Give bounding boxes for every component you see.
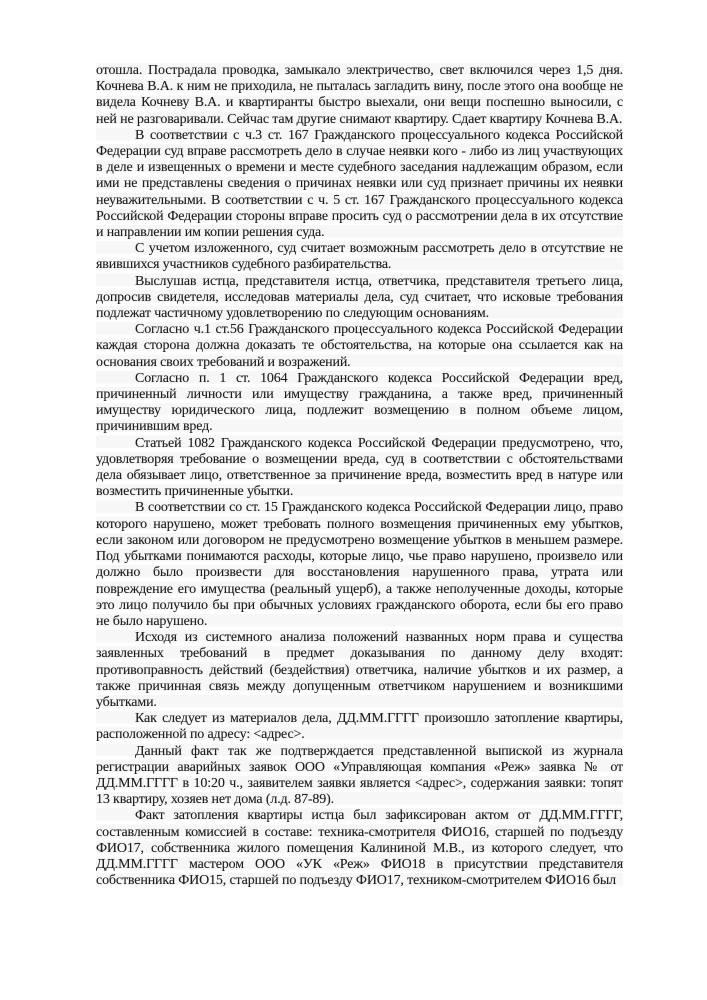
paragraph: Статьей 1082 Гражданского кодекса Российской Федерации предусмотрено, что, удовлетворяя требование о возмещении вреда, суд в соответствии с обстоятельствами дела обязывает лицо, ответственное за причинение вреда, возместить вред в натуре или возместить причиненные убытки. xyxy=(96,435,623,500)
paragraph: Согласно ч.1 ст.56 Гражданского процессуального кодекса Российской Федерации каждая сторона должна доказать те обстоятельства, на которые она ссылается как на основания своих требований и возражений. xyxy=(96,322,623,370)
paragraph: Как следует из материалов дела, ДД.ММ.ГГГГ произошло затопление квартиры, расположенной по адресу: <адрес>. xyxy=(96,711,623,743)
paragraph: Согласно п. 1 ст. 1064 Гражданского кодекса Российской Федерации вред, причиненный личности или имуществу гражданина, а также вред, причиненный имуществу юридического лица, подлежит возмещению в полном объеме лицом, причинившим вред. xyxy=(96,370,623,435)
paragraph: отошла. Пострадала проводка, замыкало электричество, свет включился через 1,5 дня. Кочнева В.А. к ним не приходила, не пыталась загладить вину, после этого она вообще не видела Кочневу В.А. и квартиранты быстро выехали, они вещи поспешно выносили, с ней не разговаривали. Сейчас там другие снимают квартиру. Сдает квартиру Кочнева В.А. xyxy=(96,63,623,127)
paragraph: Исходя из системного анализа положений названных норм права и существа заявленных требований в предмет доказывания по данному делу входят: противоправность действий (бездействия) ответчика, наличие убытков и их размер, а также причинная связь между допущенным ответчиком нарушением и возникшими убытками. xyxy=(96,630,623,710)
document-text xyxy=(96,63,623,889)
paragraph: В соответствии со ст. 15 Гражданского кодекса Российской Федерации лицо, право которого нарушено, может требовать полного возмещения причиненных ему убытков, если законом или договором не предусмотрено возмещение убытков в меньшем размере. Под убытками понимаются расходы, которые лицо, чье право нарушено, произвело или должно было произвести для восстановления нарушенного права, утрата или повреждение его имущества (реальный ущерб), а также неполученные доходы, которые это лицо получило бы при обычных условиях гражданского оборота, если бы его право не было нарушено. xyxy=(96,500,623,629)
paragraph: Факт затопления квартиры истца был зафиксирован актом от ДД.ММ.ГГГГ, составленным комиссией в составе: техника-смотрителя ФИО16, старшей по подъезду ФИО17, собственника жилого помещения Калининой М.В., из которого следует, что ДД.ММ.ГГГГ мастером ООО «УК «Реж» ФИО18 в присутствии представителя собственника ФИО15, старшей по подъезду ФИО17, техником-смотрителем ФИО16 был xyxy=(96,808,623,889)
paragraph: Выслушав истца, представителя истца, ответчика, представителя третьего лица, допросив свидетеля, исследовав материалы дела, суд считает, что исковые требования подлежат частичному удовлетворению по следующим основаниям. xyxy=(96,273,623,322)
paragraph: В соответствии с ч.3 ст. 167 Гражданского процессуального кодекса Российской Федерации суд вправе рассмотреть дело в случае неявки кого - либо из лиц участвующих в деле и извещенных о времени и месте судебного заседания надлежащим образом, если ими не представлены сведения о причинах неявки или суд признает причины их неявки неуважительными. В соответствии с ч. 5 ст. 167 Гражданского процессуального кодекса Российской Федерации стороны вправе просить суд о рассмотрении дела в их отсутствие и направлении им копии решения суда. xyxy=(96,127,623,241)
paragraph: Данный факт так же подтверждается представленной выпиской из журнала регистрации аварийных заявок ООО «Управляющая компания «Реж» заявка № от ДД.ММ.ГГГГ в 10:20 ч., заявителем заявки является <адрес>, содержания заявки: топят 13 квартиру, хозяев нет дома (л.д. 87-89). xyxy=(96,743,623,808)
paragraph: С учетом изложенного, суд считает возможным рассмотреть дело в отсутствие не явившихся участников судебного разбирательства. xyxy=(96,241,623,273)
